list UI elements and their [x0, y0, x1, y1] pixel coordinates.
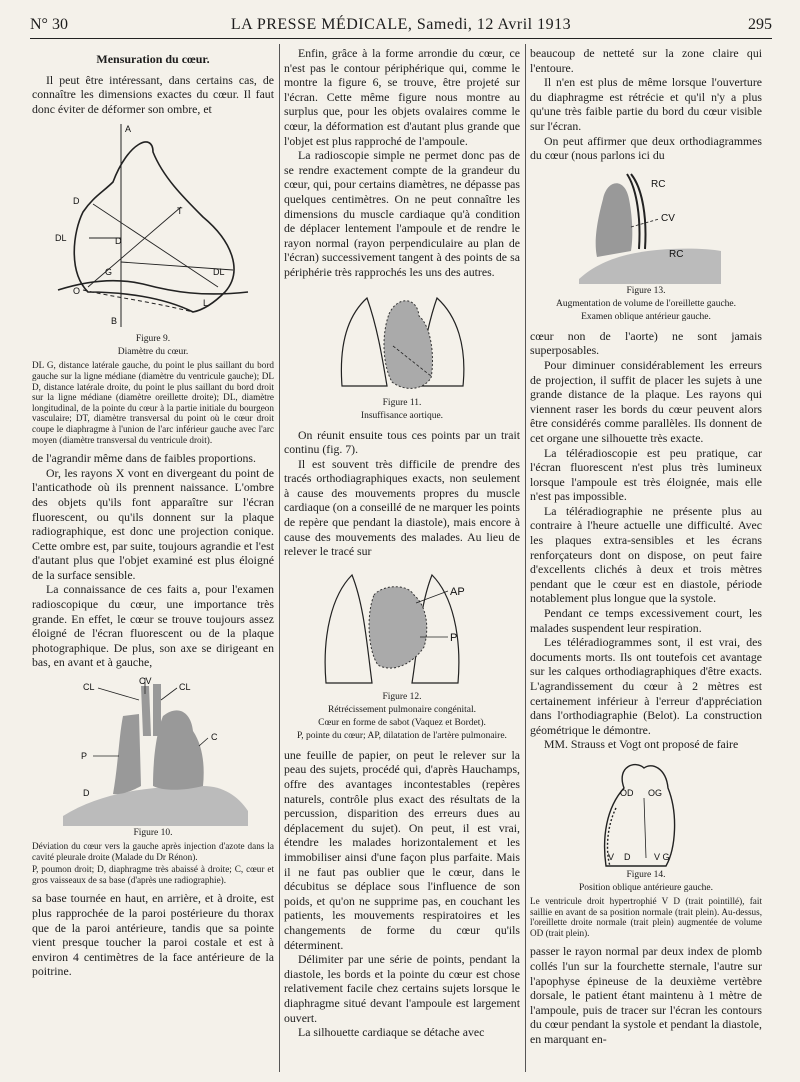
paragraph: La téléradiographie ne présente plus au contraire à l'heure actuelle une difficulté. Avec les plaques extra-sensibles et les écrans renforçateurs dont on dispose, on peut faire d'excellents clichés à deux et trois mètres pendant que le cœur est en diastole, période notablement plus longue que la systole. — [530, 503, 762, 606]
fig10-label: P — [81, 751, 88, 762]
paragraph: On peut affirmer que deux orthodiagrammes du cœur (nous parlons ici du — [530, 133, 762, 163]
paragraph: Il peut être intéressant, dans certains cas, de connaître les dimensions exactes du cœur. Il faut donc éviter de déformer son ombre, et — [32, 72, 274, 116]
column-1 — [32, 46, 274, 979]
figure-10 — [32, 676, 274, 885]
fig9-label: A — [125, 124, 132, 135]
issue-number: N° 30 — [30, 16, 68, 33]
page-number: 295 — [748, 16, 772, 33]
fig14-label: OG — [648, 787, 663, 798]
paragraph: La connaissance de ces faits a, pour l'examen radioscopique du cœur, une importance très grande. En effet, le cœur se trouve toujours assez éloigné de l'écran fluorescent ou de la plaque photographique. De plus, son axe se dirigeant en bas, en avant et à gauche, — [32, 582, 274, 670]
oblique-position-diagram — [586, 758, 706, 868]
figure-caption: Déviation du cœur vers la gauche après injection d'azote dans la cavité pleurale droite (Malade du Dr Rénon). — [32, 841, 274, 862]
paragraph: Délimiter par une série de points, pendant la diastole, les bords et la pointe du cœur est chose relativement facile chez certains sujets lorsque le diaphragme situé devant l'ampoule est largement ouvert. — [284, 952, 520, 1025]
fig13-label: RC — [651, 178, 666, 190]
paragraph: La téléradioscopie est peu pratique, car l'écran fluorescent n'est plus très lumineux lorsque l'ampoule est très éloignée, mais elle n'est pas impossible. — [530, 445, 762, 504]
fig9-label: B — [111, 316, 118, 327]
figure-caption: Le ventricule droit hypertrophié V D (trait pointillé), fait saillie en avant de sa position normale (trait plein). Au-dessus, l'oreillette droite normale (trait plein) augmentée de volume OD (trait plein). — [530, 895, 762, 938]
fig10-label: C — [211, 732, 218, 743]
fig9-label: D — [73, 196, 80, 207]
figure-subtitle: Position oblique antérieure gauche. — [578, 882, 714, 893]
fig12-label: P — [450, 631, 458, 644]
paragraph: Pour diminuer considérablement les erreurs de projection, il suffit de placer les sujets à une grande distance de la plaque. Les rayons qui viennent raser les bords du cœur peuvent alors être considérés comme parallèles. Ils donnent de cet organe une silhouette très exacte. — [530, 357, 762, 445]
masthead: LA PRESSE MÉDICALE, Samedi, 12 Avril 1913 — [230, 16, 572, 33]
left-atrium-diagram — [571, 169, 721, 284]
fig9-label: D — [115, 236, 122, 247]
figure-subtitle: Examen oblique antérieur gauche. — [581, 311, 711, 322]
paragraph: Or, les rayons X vont en divergeant du point de l'anticathode où ils prennent naissance. L'ombre des objets qu'ils font apparaître sur l'écran fluorescent, ou qu'ils donnent sur la plaque radiographique, est donc une projection conique. Cette ombre est, par suite, toujours agrandie et l'est d'autant plus que l'objet examiné est plus éloigné de la surface sensible. — [32, 465, 274, 582]
paragraph: Les téléradiogrammes sont, il est vrai, des documents morts. Ils ont toutefois cet avantage sur les calques orthodiagraphiques d'être exacts. L'agrandissement du cœur à 2 mètres est certainement inférieur à l'erreur d'appréciation dans l'orthodiagraphie (Belot). La construction géométrique le démontre. — [530, 635, 762, 737]
column-rule-2 — [525, 44, 526, 1072]
figure-title: Figure 13. — [626, 285, 666, 296]
figure-subtitle: Augmentation de volume de l'oreillette gauche. — [555, 298, 737, 309]
fig14-label: OD — [620, 787, 634, 798]
figure-9 — [32, 122, 274, 445]
figure-title: Figure 14. — [626, 869, 666, 880]
column-rule-1 — [279, 44, 280, 1072]
aortic-insufficiency-diagram — [327, 286, 477, 396]
heart-diameter-diagram — [53, 122, 253, 332]
paragraph: cœur non de l'aorte) ne sont jamais superposables. — [530, 328, 762, 358]
figure-caption: DL G, distance latérale gauche, du point le plus saillant du bord gauche sur la ligne médiane (diamètre du ventricule gauche); DL D, distance latérale droite, du point le plus saillant du bord droit sur la ligne médiane (diamètre oreillette droite); DL, diamètre longitudinal, de la pointe du cœur à la partie initiale du bourgeon vasculaire; DT, diamètre transversal du point où le cœur droit coupe le diaphragme à l'union de l'arc inférieur gauche avec l'arc moyen (diamètre transversal du ventricule droit). — [32, 360, 274, 445]
column-2 — [284, 46, 520, 1040]
paragraph: sa base tournée en haut, en arrière, et à droite, est plus rapprochée de la paroi postérieure du thorax que de la paroi antérieure, tandis que sa pointe vient presque toucher la paroi costale et est à environ 4 centimètres de la face antérieure de la poitrine. — [32, 891, 274, 979]
fig12-label: AP — [450, 585, 465, 598]
column-3 — [530, 46, 762, 1047]
pulmonary-stenosis-diagram — [312, 565, 492, 690]
figure-caption: P, pointe du cœur; AP, dilatation de l'artère pulmonaire. — [297, 730, 507, 741]
heart-deviation-diagram — [53, 676, 253, 826]
paragraph: Il n'en est plus de même lorsque l'ouverture du diaphragme est rétrécie et qu'il n'y a plus qu'une très faible partie du bord du cœur visible sur l'écran. — [530, 75, 762, 133]
paragraph: passer le rayon normal par deux index de plomb collés l'un sur la fourchette sternale, l'autre sur l'apophyse épineuse de la deuxième vertèbre dorsale, le patient étant maintenu à 1 mètre de l'ampoule, puis de tracer sur l'écran les contours du cœur pendant la systole et pendant la diastole, en marquant en- — [530, 944, 762, 1046]
fig10-label: CV — [139, 676, 152, 687]
figure-subtitle: Diamètre du cœur. — [117, 347, 189, 358]
figure-subtitle: Cœur en forme de sabot (Vaquez et Bordet). — [318, 717, 486, 728]
paragraph: Il est souvent très difficile de prendre des tracés orthodiagraphiques exacts, non seulement à cause des mouvements propres du muscle cardiaque (on a conseillé de ne marquer les points de repère que pendant la diastole), mais encore à cause des mouvements des malades. Au lieu de relever le tracé sur — [284, 456, 520, 559]
fig9-label: DL — [213, 267, 225, 278]
figure-title: Figure 10. — [133, 828, 173, 839]
paragraph: La radioscopie simple ne permet donc pas de se rendre exactement compte de la grandeur du cœur, qui, pour certains diamètres, ne dépasse pas quelques centimètres. On ne peut connaître les dimensions du muscle cardiaque qu'à condition de déplacer lentement l'ampoule et de rendre le rayon normal (rayon perpendiculaire au plan de l'écran) successivement tangent à des points de sa périphérie très rapprochés les uns des autres. — [284, 148, 520, 279]
figure-13 — [530, 169, 762, 323]
fig10-label: CL — [83, 682, 95, 693]
fig13-label: CV — [661, 212, 675, 224]
paragraph: La silhouette cardiaque se détache avec — [298, 1025, 485, 1040]
figure-caption: P, poumon droit; D, diaphragme très abaissé à droite; C, cœur et gros vaisseaux de sa base (d'après une radiographie). — [32, 864, 274, 885]
figure-title: Figure 11. — [382, 397, 422, 408]
fig14-label: V G — [654, 851, 670, 862]
figure-12 — [284, 565, 520, 742]
fig9-label: G — [105, 267, 113, 278]
fig9-label: O — [73, 286, 81, 297]
figure-subtitle: Insuffisance aortique. — [360, 410, 444, 421]
fig14-label: D — [624, 851, 631, 862]
paragraph: Pendant ce temps excessivement court, les malades suspendent leur respiration. — [530, 606, 762, 635]
fig9-label: T — [177, 206, 183, 217]
figure-title: Figure 9. — [135, 334, 171, 345]
fig14-label: V — [608, 851, 615, 862]
page-header — [30, 12, 772, 39]
section-title: Mensuration du cœur. — [96, 52, 210, 66]
fig10-label: D — [83, 788, 90, 799]
figure-title: Figure 12. — [382, 691, 422, 702]
fig9-label: DL — [55, 233, 67, 244]
figure-subtitle: Rétrécissement pulmonaire congénital. — [328, 704, 476, 715]
fig9-label: L — [203, 298, 209, 309]
paragraph: On réunit ensuite tous ces points par un trait continu (fig. 7). — [284, 427, 520, 457]
paragraph: Enfin, grâce à la forme arrondie du cœur, ce n'est pas le contour périphérique qui, comme le montre la figure 6, se trouve, être projeté sur l'écran. Cette même figure nous montre au surplus que, pour les objets ovalaires comme le cœur, la déformation est d'autant plus grande que l'objet est plus rapproché de l'ampoule. — [284, 46, 520, 148]
paragraph: une feuille de papier, on peut le relever sur la peau des sujets, procédé qui, d'après Hauchamps, offre des avantages incontestables (repères naturels, contrôle plus exact des résultats de la percussion, disparition des erreurs dues au déplacement du sujet). On peut, il est vrai, étendre les malades horizontalement et les immobiliser ainsi d'une façon plus parfaite. Mais il ne faut pas oublier que le cœur, dans le décubitus se déplace sous l'influence de son poids, et qu'on ne supprime pas, en couchant les patients, les mouvements respiratoires et les changements de forme du cœur qu'ils déterminent. — [284, 747, 520, 952]
paragraph: MM. Strauss et Vogt ont proposé de faire — [544, 737, 739, 752]
figure-14 — [530, 758, 762, 938]
figure-11 — [284, 286, 520, 422]
paragraph: beaucoup de netteté sur la zone claire qui l'entoure. — [530, 46, 762, 75]
fig10-label: CL — [179, 682, 191, 693]
paragraph: de l'agrandir même dans de faibles proportions. — [32, 451, 256, 466]
fig13-label: RC — [669, 248, 684, 260]
